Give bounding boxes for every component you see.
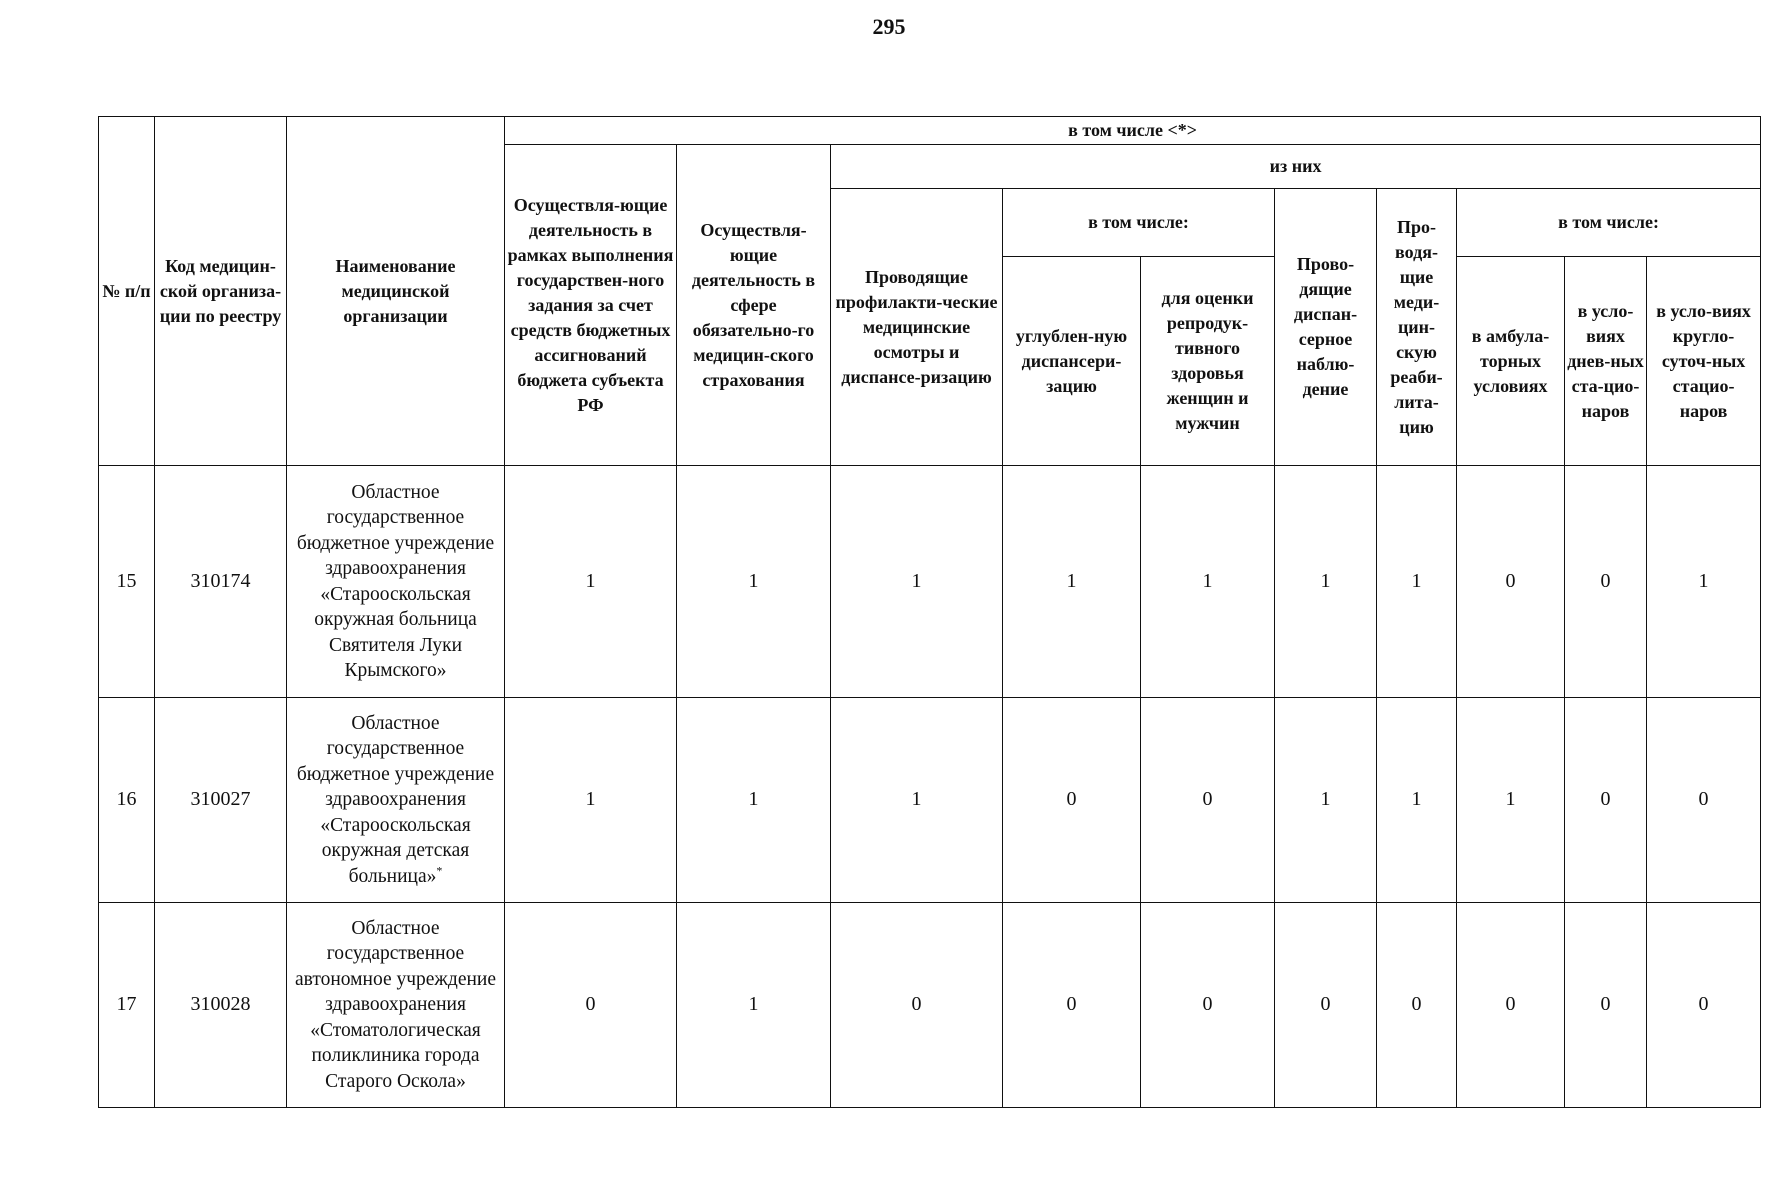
cell-deep-dispensarization: 0 bbox=[1003, 903, 1141, 1108]
header-code: Код медицин-ской организа-ции по реестру bbox=[155, 117, 287, 466]
cell-rehabilitation: 1 bbox=[1377, 466, 1457, 698]
row-name bbox=[287, 903, 505, 1108]
medical-organizations-table bbox=[98, 116, 1761, 1108]
cell-dispensary: 0 bbox=[1275, 903, 1377, 1108]
table-row bbox=[99, 903, 1761, 1108]
header-prophylactic: Проводящие профилакти-ческие медицинские осмотры и диспансе-ризацию bbox=[831, 189, 1003, 466]
row-name bbox=[287, 466, 505, 698]
cell-oms: 1 bbox=[677, 466, 831, 698]
row-code: 310028 bbox=[155, 903, 287, 1108]
cell-day-hospital: 0 bbox=[1565, 903, 1647, 1108]
header-oms: Осуществля-ющие деятельность в сфере обязательно-го медицин-ского страхования bbox=[677, 145, 831, 466]
cell-rehabilitation: 1 bbox=[1377, 698, 1457, 903]
header-including: в том числе <*> bbox=[505, 117, 1761, 145]
cell-round-the-clock-hospital: 1 bbox=[1647, 466, 1761, 698]
cell-deep-dispensarization: 0 bbox=[1003, 698, 1141, 903]
row-code: 310027 bbox=[155, 698, 287, 903]
header-reproductive-health: для оценки репродук-тивного здоровья женщин и мужчин bbox=[1141, 257, 1275, 466]
row-name-text: Областное государственное бюджетное учреждение здравоохранения «Старооскольская окружная детская больница» bbox=[296, 712, 495, 887]
cell-prophylactic: 1 bbox=[831, 466, 1003, 698]
row-code: 310174 bbox=[155, 466, 287, 698]
cell-round-the-clock-hospital: 0 bbox=[1647, 903, 1761, 1108]
cell-oms: 1 bbox=[677, 903, 831, 1108]
cell-budget: 1 bbox=[505, 698, 677, 903]
cell-oms: 1 bbox=[677, 698, 831, 903]
cell-reproductive-health: 0 bbox=[1141, 903, 1275, 1108]
table-row bbox=[99, 698, 1761, 903]
row-name bbox=[287, 698, 505, 903]
header-ambulatory: в амбула-торных условиях bbox=[1457, 257, 1565, 466]
row-name-mark: * bbox=[436, 863, 443, 878]
header-of-them: из них bbox=[831, 145, 1761, 189]
cell-day-hospital: 0 bbox=[1565, 466, 1647, 698]
header-including-a: в том числе: bbox=[1003, 189, 1275, 257]
cell-rehabilitation: 0 bbox=[1377, 903, 1457, 1108]
row-number: 17 bbox=[99, 903, 155, 1108]
table-row bbox=[99, 466, 1761, 698]
header-name: Наименование медицинской организации bbox=[287, 117, 505, 466]
header-deep-dispensarization: углублен-ную диспансери-зацию bbox=[1003, 257, 1141, 466]
header-budget: Осуществля-ющие деятельность в рамках выполнения государствен-ного задания за счет средств бюджетных ассигнований бюджета субъекта РФ bbox=[505, 145, 677, 466]
cell-dispensary: 1 bbox=[1275, 698, 1377, 903]
cell-reproductive-health: 0 bbox=[1141, 698, 1275, 903]
header-dispensary: Прово-дящие диспан-серное наблю-дение bbox=[1275, 189, 1377, 466]
cell-prophylactic: 0 bbox=[831, 903, 1003, 1108]
cell-budget: 0 bbox=[505, 903, 677, 1108]
cell-ambulatory: 0 bbox=[1457, 903, 1565, 1108]
cell-budget: 1 bbox=[505, 466, 677, 698]
page-number: 295 bbox=[872, 14, 906, 39]
cell-ambulatory: 0 bbox=[1457, 466, 1565, 698]
cell-prophylactic: 1 bbox=[831, 698, 1003, 903]
row-name-text: Областное государственное автономное учреждение здравоохранения «Стоматологическая поликлиника города Старого Оскола» bbox=[294, 917, 497, 1092]
header-day-hospital: в усло-виях днев-ных ста-цио-наров bbox=[1565, 257, 1647, 466]
row-number: 16 bbox=[99, 698, 155, 903]
row-name-text: Областное государственное бюджетное учреждение здравоохранения «Старооскольская окружная больница Святителя Луки Крымского» bbox=[296, 481, 495, 681]
cell-reproductive-health: 1 bbox=[1141, 466, 1275, 698]
cell-day-hospital: 0 bbox=[1565, 698, 1647, 903]
cell-dispensary: 1 bbox=[1275, 466, 1377, 698]
cell-deep-dispensarization: 1 bbox=[1003, 466, 1141, 698]
cell-ambulatory: 1 bbox=[1457, 698, 1565, 903]
row-number: 15 bbox=[99, 466, 155, 698]
header-number: № п/п bbox=[99, 117, 155, 466]
header-including-b: в том числе: bbox=[1457, 189, 1761, 257]
medical-organizations-table-container bbox=[98, 116, 1761, 1108]
cell-round-the-clock-hospital: 0 bbox=[1647, 698, 1761, 903]
header-round-the-clock-hospital: в усло-виях кругло-суточ-ных стацио-наров bbox=[1647, 257, 1761, 466]
header-rehabilitation: Про-водя-щие меди-цин-скую реаби-лита-цию bbox=[1377, 189, 1457, 466]
